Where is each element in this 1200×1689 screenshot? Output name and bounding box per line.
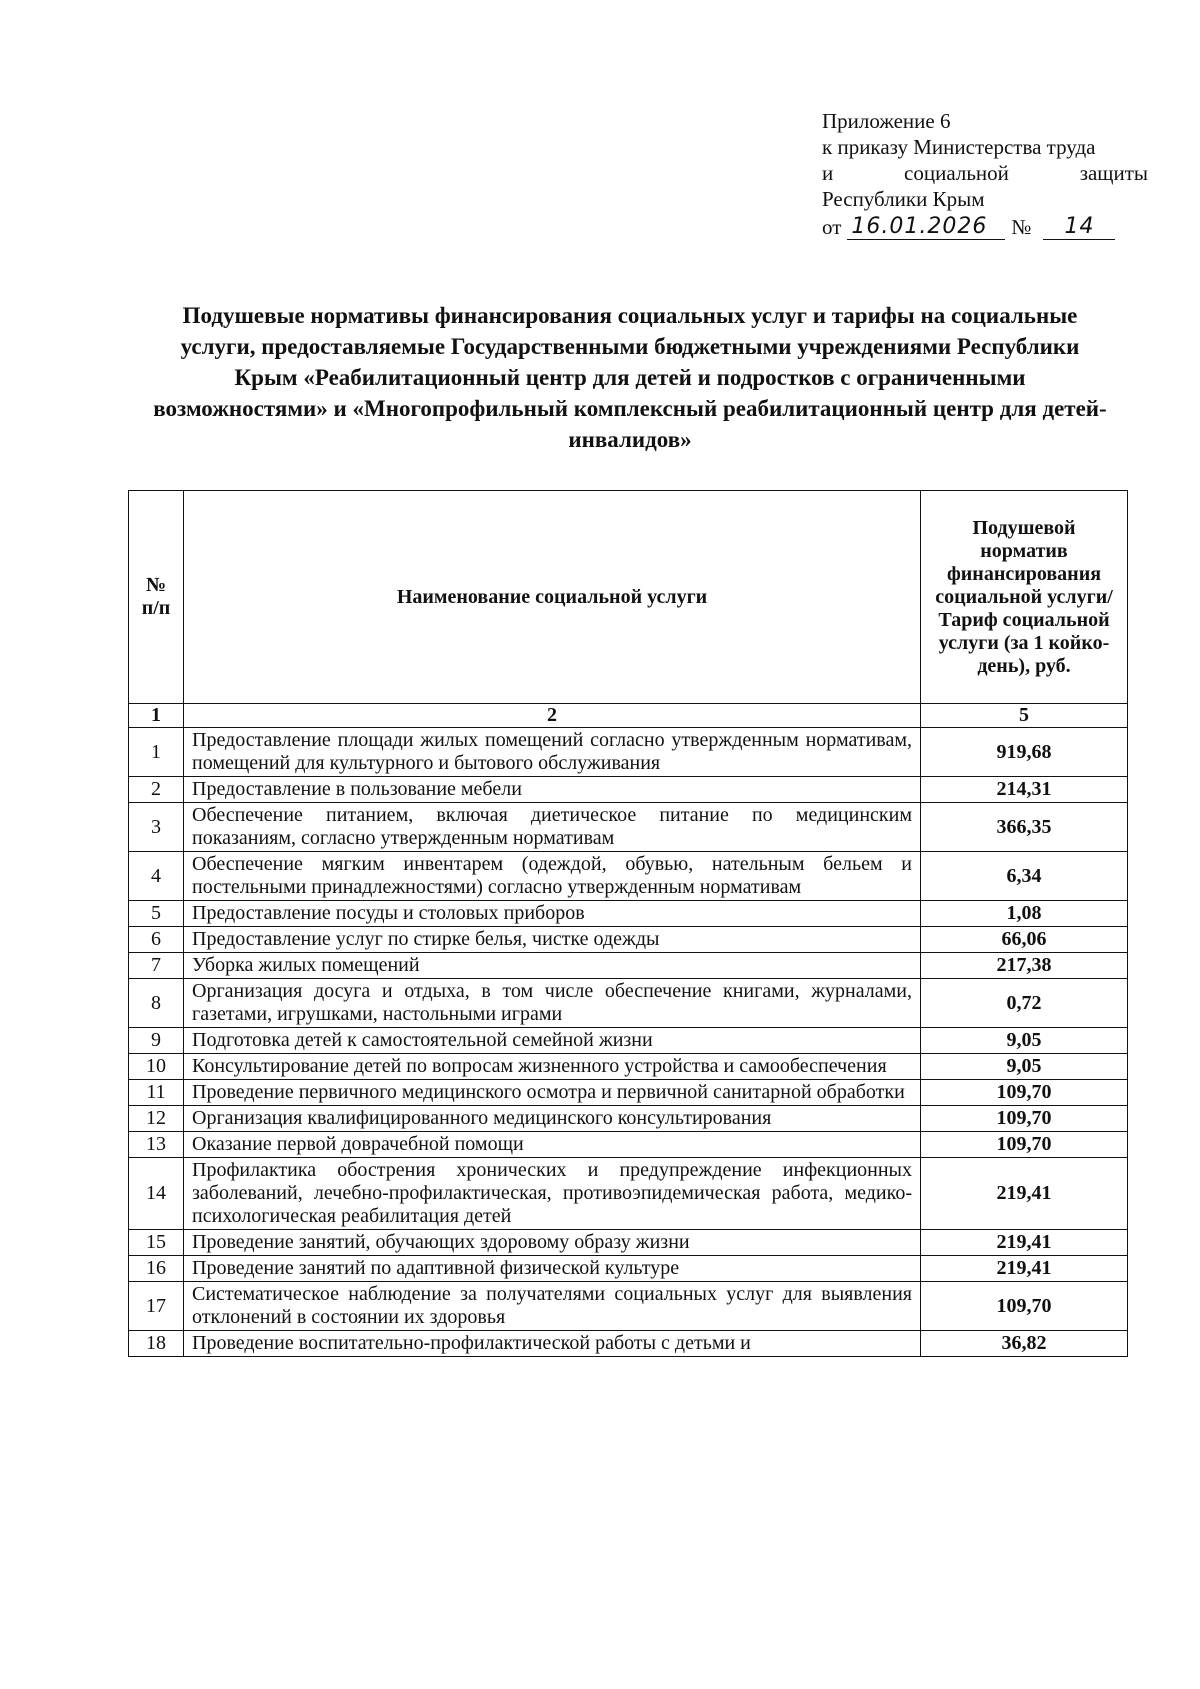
table-row (129, 1158, 1128, 1230)
appendix-order-line: к приказу Министерства труда (822, 135, 1096, 159)
service-value: 919,68 (921, 728, 1128, 777)
header-service-name: Наименование социальной услуги (184, 491, 921, 704)
service-value: 366,35 (921, 803, 1128, 852)
service-value: 219,41 (921, 1256, 1128, 1282)
from-label: от (822, 215, 842, 239)
service-name: Организация досуга и отдыха, в том числе обеспечение книгами, журналами, газетами, игрушками, настольными играми (184, 979, 921, 1028)
table-row (129, 1080, 1128, 1106)
service-name: Предоставление в пользование мебели (184, 777, 921, 803)
table-header-row (129, 491, 1128, 704)
service-name: Проведение занятий, обучающих здоровому образу жизни (184, 1230, 921, 1256)
column-index: 5 (921, 704, 1128, 728)
appendix-word: и (822, 161, 834, 185)
row-number: 2 (129, 777, 184, 803)
table-row (129, 777, 1128, 803)
appendix-word: защиты (1079, 161, 1148, 185)
service-name: Проведение занятий по адаптивной физической культуре (184, 1256, 921, 1282)
table-row (129, 1028, 1128, 1054)
service-value: 9,05 (921, 1028, 1128, 1054)
service-name: Организация квалифицированного медицинского консультирования (184, 1106, 921, 1132)
service-value: 0,72 (921, 979, 1128, 1028)
service-value: 109,70 (921, 1282, 1128, 1331)
appendix-block (822, 108, 1148, 240)
appendix-word: социальной (904, 161, 1009, 185)
row-number: 6 (129, 927, 184, 953)
column-index: 1 (129, 704, 184, 728)
service-name: Предоставление площади жилых помещений согласно утвержденным нормативам, помещений для культурного и бытового обслуживания (184, 728, 921, 777)
service-value: 6,34 (921, 852, 1128, 901)
number-label: № (1011, 215, 1032, 239)
row-number: 14 (129, 1158, 184, 1230)
header-value: Подушевой норматив финансирования социальной услуги/Тариф социальной услуги (за 1 койко-день), руб. (921, 491, 1128, 704)
row-number: 7 (129, 953, 184, 979)
table-row (129, 1282, 1128, 1331)
table-row (129, 901, 1128, 927)
tariff-table (128, 490, 1128, 1357)
table-row (129, 728, 1128, 777)
row-number: 12 (129, 1106, 184, 1132)
order-date: 16.01.2026 (847, 215, 1005, 240)
service-value: 36,82 (921, 1331, 1128, 1357)
row-number: 10 (129, 1054, 184, 1080)
row-number: 9 (129, 1028, 184, 1054)
row-number: 13 (129, 1132, 184, 1158)
service-value: 66,06 (921, 927, 1128, 953)
service-value: 219,41 (921, 1158, 1128, 1230)
service-name: Оказание первой доврачебной помощи (184, 1132, 921, 1158)
order-number: 14 (1043, 215, 1115, 240)
appendix-title: Приложение 6 (822, 109, 951, 133)
row-number: 4 (129, 852, 184, 901)
service-value: 219,41 (921, 1230, 1128, 1256)
column-index-row (129, 704, 1128, 728)
table-row (129, 1230, 1128, 1256)
service-value: 109,70 (921, 1132, 1128, 1158)
row-number: 15 (129, 1230, 184, 1256)
service-name: Предоставление услуг по стирке белья, чистке одежды (184, 927, 921, 953)
service-name: Консультирование детей по вопросам жизненного устройства и самообеспечения (184, 1054, 921, 1080)
table-row (129, 979, 1128, 1028)
row-number: 16 (129, 1256, 184, 1282)
row-number: 3 (129, 803, 184, 852)
table-row (129, 927, 1128, 953)
row-number: 11 (129, 1080, 184, 1106)
service-value: 214,31 (921, 777, 1128, 803)
appendix-ministry-line (822, 160, 1148, 186)
row-number: 1 (129, 728, 184, 777)
table-row (129, 1054, 1128, 1080)
service-name: Обеспечение мягким инвентарем (одеждой, обувью, нательным бельем и постельными принадлежностями) согласно утвержденным нормативам (184, 852, 921, 901)
table-row (129, 1132, 1128, 1158)
row-number: 8 (129, 979, 184, 1028)
service-name: Систематическое наблюдение за получателями социальных услуг для выявления отклонений в состоянии их здоровья (184, 1282, 921, 1331)
table-row (129, 803, 1128, 852)
service-value: 1,08 (921, 901, 1128, 927)
row-number: 5 (129, 901, 184, 927)
table-row (129, 953, 1128, 979)
service-value: 9,05 (921, 1054, 1128, 1080)
table-row (129, 1256, 1128, 1282)
service-name: Уборка жилых помещений (184, 953, 921, 979)
service-name: Предоставление посуды и столовых приборов (184, 901, 921, 927)
service-value: 109,70 (921, 1080, 1128, 1106)
service-name: Проведение воспитательно-профилактической работы с детьми и (184, 1331, 921, 1357)
service-name: Проведение первичного медицинского осмотра и первичной санитарной обработки (184, 1080, 921, 1106)
table-body (129, 728, 1128, 1357)
table-row (129, 1106, 1128, 1132)
table-row (129, 1331, 1128, 1357)
header-num: № п/п (129, 491, 184, 704)
service-value: 109,70 (921, 1106, 1128, 1132)
row-number: 18 (129, 1331, 184, 1357)
service-value: 217,38 (921, 953, 1128, 979)
table-row (129, 852, 1128, 901)
service-name: Обеспечение питанием, включая диетическое питание по медицинским показаниям, согласно утвержденным нормативам (184, 803, 921, 852)
row-number: 17 (129, 1282, 184, 1331)
service-name: Подготовка детей к самостоятельной семейной жизни (184, 1028, 921, 1054)
appendix-republic-line: Республики Крым (822, 187, 985, 211)
column-index: 2 (184, 704, 921, 728)
service-name: Профилактика обострения хронических и предупреждение инфекционных заболеваний, лечебно-профилактическая, противоэпидемическая работа, медико-психологическая реабилитация детей (184, 1158, 921, 1230)
document-title: Подушевые нормативы финансирования социальных услуг и тарифы на социальные услуги, предоставляемые Государственными бюджетными учреждениями Республики Крым «Реабилитационный центр для детей и подростков с ограниченными возможностями» и «Многопрофильный комплексный реабилитационный центр для детей-инвалидов» (153, 303, 1107, 452)
appendix-date-line (822, 214, 1148, 240)
